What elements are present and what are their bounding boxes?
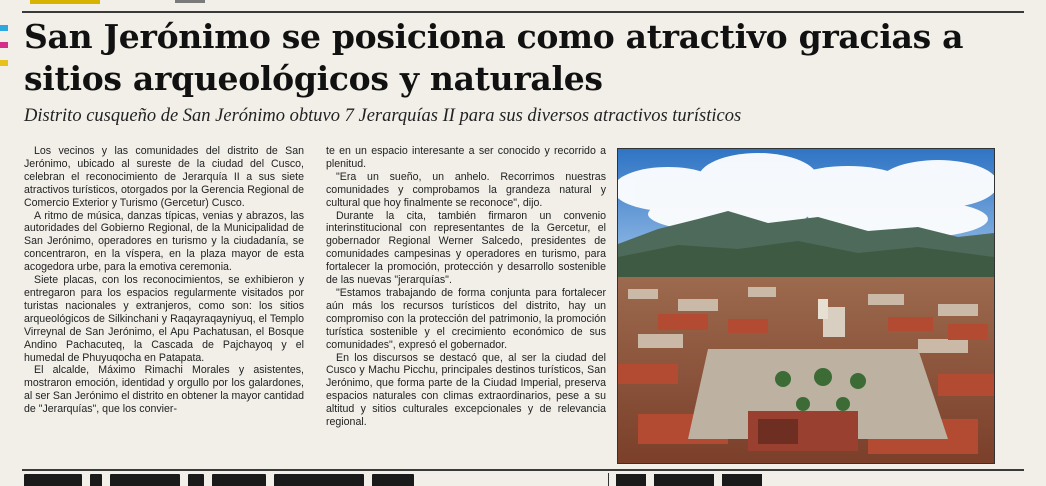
adjacent-article-headline-cut <box>616 474 816 486</box>
paragraph: te en un espacio interesante a ser conocido y recorrido a plenitud. <box>326 145 606 170</box>
paragraph: El alcalde, Máximo Rimachi Morales y asistentes, mostraron emoción, identidad y orgullo por los galardones, al ser San Jerónimo el distrito en obtener la mayor cantidad de "Jerarquías", que los convier- <box>24 364 304 416</box>
paragraph: Durante la cita, también firmaron un convenio interinstitucional con representantes de la Gercetur, el gobernador Regional Werner Salcedo, presidentes de comunidades campesinas y operadores en turismo, para fortalecer la promoción, protección y desarrollo sostenible de las nuevas "jerarquías". <box>326 209 606 287</box>
article-headline: San Jerónimo se posiciona como atractivo gracias a sitios arqueológicos y naturales <box>24 17 964 98</box>
photo-illustration <box>618 149 994 463</box>
top-rule <box>22 11 1024 13</box>
article-column-2 <box>326 145 606 429</box>
paragraph: En los discursos se destacó que, al ser la ciudad del Cusco y Machu Picchu, principales destinos turísticos, San Jerónimo, que forma parte de la Ciudad Imperial, preserva espacios naturales con climas extraordinarios, pese a su altitud y sitios culturales excepcionales y de relevancia regional. <box>326 351 606 429</box>
bottom-rule <box>22 469 1024 471</box>
top-strip <box>0 0 1046 12</box>
section-grey-mark <box>175 0 205 3</box>
left-edge-color-marks <box>0 20 14 100</box>
yellow-mark <box>0 60 8 66</box>
paragraph: "Estamos trabajando de forma conjunta para fortalecer aún más los recursos turísticos del distrito, hay un compromiso con la protección del patrimonio, la promoción turística sostenible y el crecimiento económico de sus comunidades", expresó el gobernador. <box>326 286 606 351</box>
cyan-mark <box>0 25 8 31</box>
paragraph: "Era un sueño, un anhelo. Recorrimos nuestras comunidades y comprobamos la grandeza natural y cultural que hoy finalmente se reconoce", dijo. <box>326 170 606 209</box>
aerial-town-photo <box>617 148 995 464</box>
section-color-mark <box>30 0 100 4</box>
article-subhead: Distrito cusqueño de San Jerónimo obtuvo 7 Jerarquías II para sus diversos atractivos turísticos <box>24 106 742 126</box>
next-article-headline-cut <box>24 474 609 486</box>
paragraph: A ritmo de música, danzas típicas, venias y abrazos, las autoridades del Gobierno Regional, de la Municipalidad de San Jerónimo, operadores en turismo y la ciudadanía, se concentraron, en la víspera, en la plaza mayor de esta acogedora urbe, para la emotiva ceremonia. <box>24 209 304 274</box>
paragraph: Siete placas, con los reconocimientos, se exhibieron y entregaron para los espacios regularmente visitados por turistas nacionales y extranjeros, como son: los sitios arqueológicos de Silkinchani y Raqayraqayniyuq, el Templo Virreynal de San Jerónimo, el Apu Pachatusan, el Bosque Andino Pachacuteq, la Cascada de Pajchayoq y el humedal de Phuyuqocha en Patapata. <box>24 274 304 364</box>
column-divider <box>608 473 609 486</box>
paragraph: Los vecinos y las comunidades del distrito de San Jerónimo, ubicado al sureste de la ciudad del Cusco, celebran el reconocimiento de Jerarquía II a sus siete atractivos turísticos, otorgados por la Gerencia Regional de Comercio Exterior y Turismo (Gercetur) Cusco. <box>24 145 304 209</box>
magenta-mark <box>0 42 8 48</box>
article-column-1 <box>24 145 304 416</box>
